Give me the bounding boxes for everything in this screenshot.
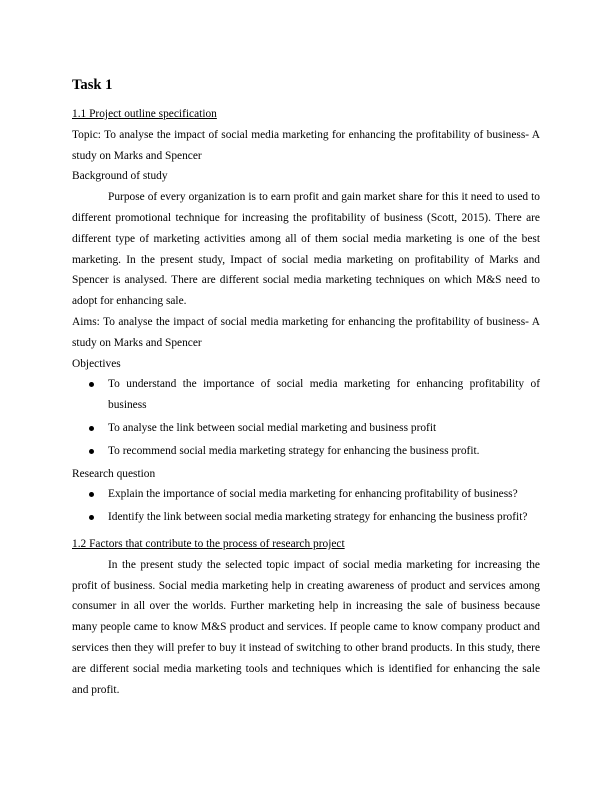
research-question-label: Research question xyxy=(72,467,156,480)
bullet-icon xyxy=(89,449,94,454)
bullet-icon xyxy=(89,426,94,431)
research-question-text: Explain the importance of social media marketing for enhancing profitability of business? xyxy=(108,488,518,501)
list-item xyxy=(72,374,540,416)
research-questions-list xyxy=(72,484,540,528)
section-heading-factors: 1.2 Factors that contribute to the process of research project xyxy=(72,537,345,550)
aims-paragraph: Aims: To analyse the impact of social media marketing for enhancing the profitability of business- A study on Marks and Spencer xyxy=(72,315,540,349)
objective-text: To analyse the link between social medial marketing and business profit xyxy=(108,421,437,434)
background-label: Background of study xyxy=(72,170,168,183)
list-item xyxy=(72,484,540,505)
objective-text: To recommend social media marketing strategy for enhancing the business profit. xyxy=(108,444,480,457)
factors-paragraph: In the present study the selected topic impact of social media marketing for increasing the profit of business. Social media marketing help in creating awareness of product and services among consumer in all over the worlds. Further marketing help in increasing the sale of business because many people came to know M&S product and services. If people came to know company product and services then they will prefer to buy it instead of switching to other brand products. In this study, there are different social media marketing tools and techniques which is identified for enhancing the sale and profit. xyxy=(72,558,540,696)
topic-paragraph: Topic: To analyse the impact of social media marketing for enhancing the profitability of business- A study on Marks and Spencer xyxy=(72,128,540,162)
list-item xyxy=(72,441,540,462)
background-paragraph: Purpose of every organization is to earn profit and gain market share for this it need to used to different promotional technique for increasing the profitability of business (Scott, 2015). There are different type of marketing activities among all of them social media marketing is one of the best marketing. In the present study, Impact of social media marketing on profitability of Marks and Spencer is analysed. There are different social media marketing techniques on which M&S need to adopt for enhancing sale. xyxy=(72,191,540,308)
objectives-label: Objectives xyxy=(72,357,121,370)
section-heading-project-outline: 1.1 Project outline specification xyxy=(72,108,217,120)
page-title: Task 1 xyxy=(72,77,113,93)
bullet-icon xyxy=(89,492,94,497)
research-question-text: Identify the link between social media marketing strategy for enhancing the business profit? xyxy=(108,511,528,524)
bullet-icon xyxy=(89,382,94,387)
list-item xyxy=(72,418,540,439)
list-item xyxy=(72,507,540,528)
bullet-icon xyxy=(89,515,94,520)
document-page xyxy=(72,76,540,700)
objective-text: To understand the importance of social media marketing for enhancing profitability of business xyxy=(108,378,540,412)
objectives-list xyxy=(72,374,540,461)
